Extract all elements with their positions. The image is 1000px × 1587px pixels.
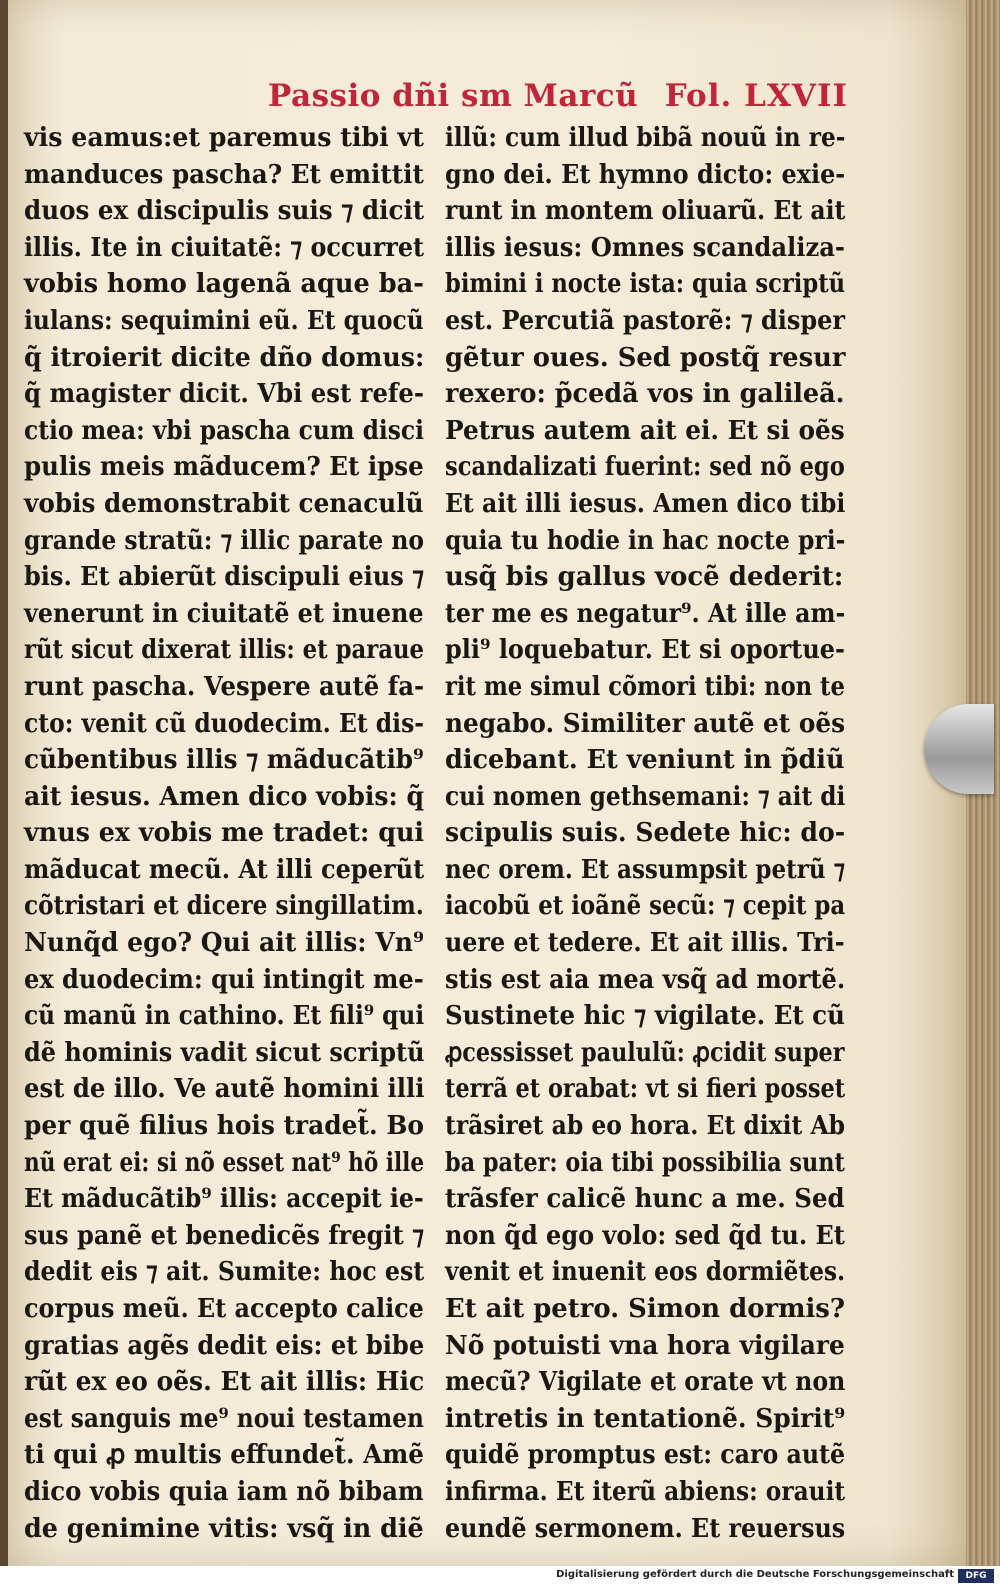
right-column-text-line: mecũ? Vigilate et orate vt non — [445, 1367, 846, 1398]
left-column-text-line: gratias agẽs dedit eis: et bibe — [24, 1330, 425, 1361]
right-column-text-line: gẽtur oues. Sed postq̃ resur — [445, 342, 846, 373]
right-column-text-line: Petrus autem ait ei. Et si oẽs — [445, 415, 845, 446]
right-column-text-line: pli⁹ loquebatur. Et si oportue- — [445, 635, 845, 666]
left-column-text-line: sus panẽ et benedicẽs fregit ⁊ — [24, 1220, 425, 1251]
left-column-text-line: cũbentibus illis ⁊ mãducãtib⁹ — [24, 745, 424, 776]
left-column-text-line: ti qui ꝓ multis effundet̃. Amẽ — [24, 1440, 424, 1471]
right-column-text-line: venit et inuenit eos dormiẽtes. — [445, 1257, 846, 1288]
left-column-text-line: illis. Ite in ciuitatẽ: ⁊ occurret — [24, 232, 425, 263]
left-column-text-line: vis eamus:et paremus tibi vt — [24, 123, 424, 153]
left-column-text-line: rũt ex eo oẽs. Et ait illis: Hic — [24, 1367, 425, 1398]
left-column-text-line: cõtristari et dicere singillatim. — [24, 891, 424, 922]
right-column-text-line: Et ait petro. Simon dormis? — [445, 1294, 846, 1324]
book-page — [8, 0, 966, 1566]
running-title: Passio dñi sm Marcũ — [268, 78, 639, 114]
left-column-text-line: vobis demonstrabit cenaculũ — [24, 488, 424, 519]
right-column-text-line: illis iesus: Omnes scandaliza- — [445, 232, 845, 263]
right-column-text-line: quidẽ promptus est: caro autẽ — [445, 1440, 846, 1471]
right-column-text-line: Nõ potuisti vna hora vigilare — [445, 1330, 845, 1361]
left-column-text-line: dedit eis ⁊ ait. Sumite: hoc est — [24, 1257, 425, 1288]
right-column-text-line: terrã et orabat: vt si fieri posset — [445, 1074, 846, 1105]
left-column-text-line: ait iesus. Amen dico vobis: q̃ — [24, 781, 424, 812]
right-column-text-line: trãsiret ab eo hora. Et dixit Ab — [445, 1111, 846, 1142]
left-column-text-line: rũt sicut dixerat illis: et paraue — [24, 635, 424, 666]
right-column-text-line: gno dei. Et hymno dicto: exie- — [445, 159, 846, 190]
right-column-text-line: nec orem. Et assumpsit petrũ ⁊ — [445, 854, 846, 885]
right-column-text-line: stis est aia mea vsq̃ ad mortẽ. — [445, 964, 846, 995]
right-column-text-line: iacobũ et ioãnẽ secũ: ⁊ cepit pa — [445, 891, 846, 922]
right-column-text-line: Sustinete hic ⁊ vigilate. Et cũ — [445, 1001, 845, 1032]
left-column-text-line: nũ erat ei: si nõ esset nat⁹ hõ ille — [24, 1147, 425, 1178]
left-column-text-line: dico vobis quia iam nõ bibam — [24, 1476, 424, 1507]
right-column-text-line: est. Percutiã pastorẽ: ⁊ disper — [445, 305, 846, 336]
left-column-text-line: pulis meis mãducem? Et ipse — [24, 452, 424, 483]
left-column-text-line: vnus ex vobis me tradet: qui — [24, 818, 425, 849]
left-column-text-line: grande stratũ: ⁊ illic parate no — [24, 525, 425, 556]
left-column-text-line: cũ manũ in cathino. Et fili⁹ qui — [24, 1001, 425, 1032]
left-column-text-line: iulans: sequimini eũ. Et quocũ — [24, 305, 424, 336]
right-column-text-line: quia tu hodie in hac nocte pri- — [445, 525, 846, 556]
right-column-text-line: eundẽ sermonem. Et reuersus — [445, 1513, 846, 1544]
left-column-text-line: corpus meũ. Et accepto calice — [24, 1294, 424, 1324]
footer-bar — [0, 1566, 1000, 1587]
right-column-text-line: cui nomen gethsemani: ⁊ ait di — [445, 781, 846, 812]
left-column-text-line: q̃ itroierit dicite dño domus: — [24, 342, 425, 373]
right-column-text-line: illũ: cum illud bibã nouũ in re- — [445, 123, 846, 153]
left-column-text-line: vobis homo lagenã aque ba- — [24, 269, 424, 300]
right-column-text-line: rexero: p̃cedã vos in galileã. — [445, 379, 845, 410]
right-column-text-line: negabo. Similiter autẽ et oẽs — [445, 708, 846, 739]
left-column-text-line: ctio mea: vbi pascha cum disci — [24, 415, 424, 446]
right-column-text-line: bimini i nocte ista: quia scriptũ — [445, 269, 846, 300]
left-column-text-line: Et mãducãtib⁹ illis: accepit ie- — [24, 1184, 424, 1215]
left-column-text-line: venerunt in ciuitatẽ et inuene — [24, 598, 424, 629]
right-column-text-line: ꝓcessisset paululũ: ꝓcidit super — [445, 1037, 845, 1068]
funding-credit: Digitalisierung gefördert durch die Deutsche Forschungsgemeinschaft — [556, 1569, 954, 1580]
right-column-text-line: ter me es negatur⁹. At ille am- — [445, 598, 846, 629]
right-column-text-line: intretis in tentationẽ. Spirit⁹ — [445, 1403, 846, 1434]
left-column-text-line: per quẽ filius hois tradet̃. Bo — [24, 1111, 424, 1142]
left-column-text-line: dẽ hominis vadit sicut scriptũ — [24, 1037, 425, 1068]
right-column-text-line: scipulis suis. Sedete hic: do- — [445, 818, 846, 849]
left-column-text-line: Nunq̃d ego? Qui ait illis: Vn⁹ — [24, 928, 424, 959]
left-column-text-line: q̃ magister dicit. Vbi est refe- — [24, 379, 424, 410]
text-column-right — [445, 120, 845, 1547]
right-column-text-line: ba pater: oia tibi possibilia sunt — [445, 1147, 845, 1178]
left-column-text-line: manduces pascha? Et emittit — [24, 159, 424, 190]
dfg-logo: DFG — [958, 1569, 994, 1583]
right-column-text-line: Et ait illi iesus. Amen dico tibi — [445, 488, 846, 519]
left-column-text-line: bis. Et abierũt discipuli eius ⁊ — [24, 562, 425, 593]
left-column-text-line: mãducat mecũ. At illi ceperũt — [24, 854, 425, 885]
text-column-left — [24, 120, 424, 1547]
folio-number: Fol. LXVII — [664, 78, 848, 114]
right-column-text-line: infirma. Et iterũ abiens: orauit — [445, 1476, 846, 1507]
right-column-text-line: scandalizati fuerint: sed nõ ego — [445, 452, 845, 483]
left-column-text-line: de genimine vitis: vsq̃ in diẽ — [24, 1513, 424, 1544]
right-column-text-line: usq̃ bis gallus vocẽ dederit: — [445, 562, 844, 593]
right-column-text-line: dicebant. Et veniunt in p̃diũ — [445, 745, 845, 776]
left-column-text-line: est sanguis me⁹ noui testamen — [24, 1403, 424, 1434]
left-column-text-line: ex duodecim: qui intingit me- — [24, 964, 424, 995]
right-column-text-line: non q̃d ego volo: sed q̃d tu. Et — [445, 1220, 845, 1251]
right-column-text-line: rit me simul cõmori tibi: non te — [445, 671, 845, 702]
left-column-text-line: cto: venit cũ duodecim. Et dis- — [24, 708, 425, 739]
left-column-text-line: est de illo. Ve autẽ homini illi — [24, 1074, 425, 1105]
right-column-text-line: uere et tedere. Et ait illis. Tri- — [445, 928, 845, 959]
left-column-text-line: runt pascha. Vespere autẽ fa- — [24, 671, 425, 702]
right-column-text-line: runt in montem oliuarũ. Et ait — [445, 196, 846, 227]
left-column-text-line: duos ex discipulis suis ⁊ dicit — [24, 196, 425, 227]
running-head — [268, 78, 848, 122]
right-column-text-line: trãsfer calicẽ hunc a me. Sed — [445, 1184, 845, 1215]
